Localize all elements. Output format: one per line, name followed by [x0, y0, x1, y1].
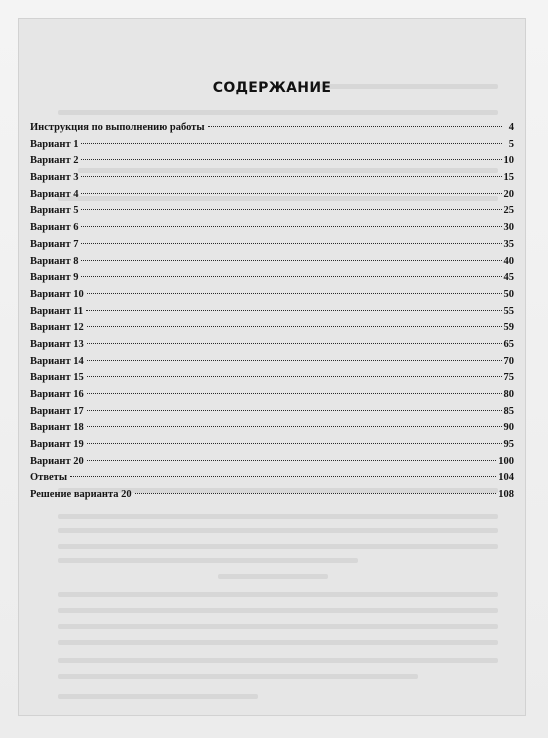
toc-entry-page-number: 35: [503, 238, 514, 250]
toc-entry-page-number: 104: [498, 472, 514, 484]
toc-entry-label: Вариант 5: [30, 205, 79, 217]
toc-dot-leader: [87, 326, 502, 327]
toc-entry-label: Вариант 6: [30, 222, 79, 234]
toc-entry-page-number: 25: [503, 205, 514, 217]
toc-dot-leader: [87, 376, 502, 377]
toc-dot-leader: [135, 493, 497, 494]
toc-entry: [30, 339, 514, 356]
toc-entry-page-number: 65: [503, 338, 514, 350]
toc-entry: [30, 406, 514, 423]
toc-entry-page-number: 15: [503, 172, 514, 184]
toc-dot-leader: [81, 143, 502, 144]
toc-entry-page-number: 50: [503, 288, 514, 300]
toc-dot-leader: [87, 360, 502, 361]
toc-dot-leader: [81, 193, 501, 194]
toc-entry-label: Вариант 13: [30, 338, 84, 350]
toc-entry-label: Вариант 18: [30, 422, 84, 434]
toc-entry: [30, 356, 514, 373]
toc-dot-leader: [81, 260, 501, 261]
toc-entry: [30, 256, 514, 273]
toc-entry-page-number: 90: [503, 422, 514, 434]
toc-entry-page-number: 30: [503, 222, 514, 234]
toc-entry-page-number: 70: [503, 355, 514, 367]
toc-entry: [30, 422, 514, 439]
toc-entry: [30, 289, 514, 306]
toc-dot-leader: [81, 276, 501, 277]
toc-entry: [30, 489, 514, 506]
toc-entry: [30, 155, 514, 172]
toc-entry: [30, 439, 514, 456]
toc-entry-label: Вариант 10: [30, 288, 84, 300]
toc-entry-label: Вариант 20: [30, 455, 84, 467]
toc-dot-leader: [81, 226, 501, 227]
toc-entry: [30, 306, 514, 323]
toc-entry-label: Вариант 4: [30, 188, 79, 200]
toc-entry: [30, 239, 514, 256]
toc-entry: [30, 139, 514, 156]
toc-entry-label: Вариант 14: [30, 355, 84, 367]
toc-dot-leader: [87, 410, 502, 411]
toc-dot-leader: [81, 209, 501, 210]
toc-entry-page-number: 85: [503, 405, 514, 417]
toc-entry-label: Вариант 3: [30, 172, 79, 184]
toc-entry-label: Вариант 12: [30, 322, 84, 334]
toc-entry-label: Инструкция по выполнению работы: [30, 122, 205, 133]
toc-entry-label: Вариант 7: [30, 238, 79, 250]
page-title: СОДЕРЖАНИЕ: [212, 80, 332, 96]
toc-entry-page-number: 40: [503, 255, 514, 267]
document-page: [18, 18, 526, 716]
toc-entry-page-number: 55: [503, 305, 514, 317]
toc-entry: [30, 389, 514, 406]
toc-entry-page-number: 4: [508, 122, 514, 133]
toc-entry-page-number: 45: [503, 272, 514, 284]
toc-dot-leader: [87, 460, 497, 461]
toc-dot-leader: [87, 293, 502, 294]
toc-entry: [30, 222, 514, 239]
toc-entry-label: Вариант 16: [30, 389, 84, 400]
toc-entry: [30, 205, 514, 222]
toc-entry: [30, 172, 514, 189]
toc-entry-page-number: 108: [498, 489, 514, 501]
toc-dot-leader: [87, 426, 502, 427]
toc-dot-leader: [81, 243, 501, 244]
toc-entry: [30, 456, 514, 473]
toc-entry-page-number: 5: [508, 138, 514, 150]
toc-entry: [30, 272, 514, 289]
toc-entry: [30, 189, 514, 206]
toc-dot-leader: [87, 443, 502, 444]
toc-entry: [30, 372, 514, 389]
toc-entry-label: Вариант 1: [30, 138, 79, 150]
toc-dot-leader: [86, 310, 501, 311]
toc-entry-label: Решение варианта 20: [30, 489, 132, 501]
toc-dot-leader: [208, 126, 502, 127]
toc-entry-page-number: 10: [503, 155, 514, 167]
toc-entry: [30, 322, 514, 339]
toc-entry-page-number: 100: [498, 455, 514, 467]
toc-entry-label: Ответы: [30, 472, 68, 484]
toc-entry-label: Вариант 2: [30, 155, 79, 167]
toc-dot-leader: [87, 393, 502, 394]
toc-dot-leader: [81, 176, 501, 177]
toc-entry-label: Вариант 19: [30, 439, 84, 451]
toc-entry-page-number: 59: [503, 322, 514, 334]
toc-entry-page-number: 80: [503, 389, 514, 400]
toc-entry-page-number: 75: [503, 372, 514, 384]
table-of-contents: [30, 122, 514, 506]
toc-entry-page-number: 95: [503, 439, 514, 451]
toc-entry-label: Вариант 17: [30, 405, 84, 417]
toc-entry: [30, 122, 514, 139]
toc-dot-leader: [70, 476, 496, 477]
toc-entry-label: Вариант 9: [30, 272, 79, 284]
toc-entry-page-number: 20: [503, 188, 514, 200]
toc-dot-leader: [87, 343, 502, 344]
toc-entry: [30, 472, 514, 489]
toc-entry-label: Вариант 11: [30, 305, 84, 317]
toc-entry-label: Вариант 8: [30, 255, 79, 267]
toc-entry-label: Вариант 15: [30, 372, 84, 384]
toc-dot-leader: [81, 159, 501, 160]
